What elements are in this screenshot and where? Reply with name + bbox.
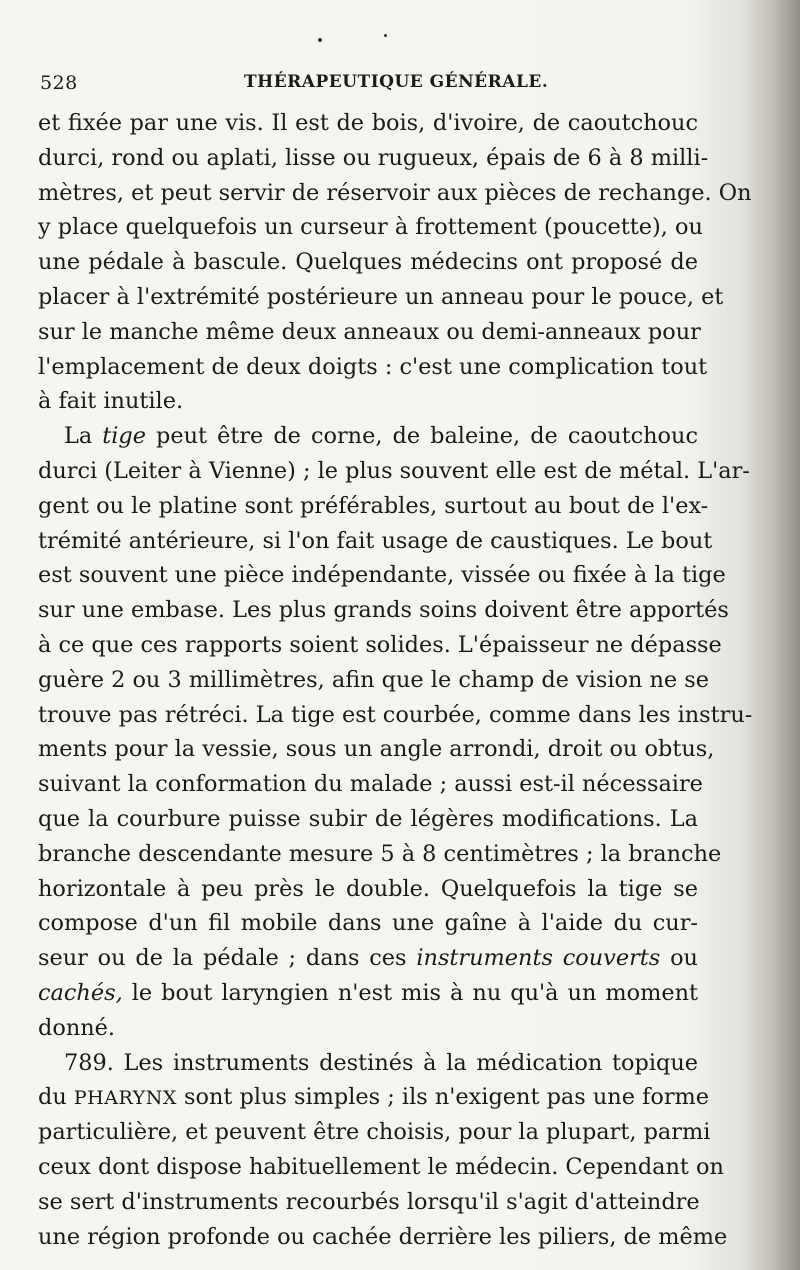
text-line: à fait inutile.: [38, 388, 184, 415]
small-caps-term: PHARYNX: [73, 1087, 177, 1110]
text-line: mètres, et peut servir de réservoir aux pièces de rechange. On: [38, 179, 752, 206]
text-line: durci (Leiter à Vienne) ; le plus souvent elle est de métal. L'ar-: [38, 457, 750, 484]
text-line: horizontale à peu près le double. Quelquefois la tige se: [38, 875, 698, 902]
text-run: La: [64, 423, 103, 450]
italic-term: tige: [102, 423, 147, 450]
text-line: ceux dont dispose habituellement le médecin. Cependant on: [38, 1153, 724, 1180]
text-line: [38, 1080, 710, 1115]
running-head: THÉRAPEUTIQUE GÉNÉRALE.: [244, 72, 549, 92]
text-line: placer à l'extrémité postérieure un anneau pour le pouce, et: [38, 283, 724, 310]
italic-term: instruments couverts: [416, 945, 661, 972]
text-line: trouve pas rétréci. La tige est courbée, comme dans les instru-: [38, 701, 753, 728]
text-line: suivant la conformation du malade ; aussi est-il nécessaire: [38, 771, 703, 798]
text-line: l'emplacement de deux doigts : c'est une complication tout: [38, 353, 708, 380]
text-run: seur ou de la pédale ; dans ces: [38, 945, 417, 972]
text-line: compose d'un fil mobile dans une gaîne à l'aide du cur-: [38, 910, 698, 937]
ink-speck: [318, 38, 322, 42]
text-line: 789. Les instruments destinés à la médication topique: [64, 1049, 698, 1076]
ink-speck: [384, 34, 387, 37]
text-line: guère 2 ou 3 millimètres, afin que le champ de vision ne se: [38, 666, 710, 693]
italic-term: cachés,: [38, 979, 123, 1006]
text-run: peut être de corne, de baleine, de caoutchouc: [146, 423, 699, 450]
text-run: sont plus simples ; ils n'exigent pas une forme: [176, 1084, 710, 1111]
text-run: le bout laryngien n'est mis à nu qu'à un moment: [122, 979, 698, 1006]
body-text: [38, 106, 753, 1254]
text-line: sur le manche même deux anneaux ou demi-anneaux pour: [38, 318, 701, 345]
page-header: [40, 68, 696, 98]
text-line: [38, 941, 698, 976]
text-line: particulière, et peuvent être choisis, pour la plupart, parmi: [38, 1119, 711, 1146]
text-line: durci, rond ou aplati, lisse ou rugueux, épais de 6 à 8 milli-: [38, 144, 709, 171]
text-line: une pédale à bascule. Quelques médecins ont proposé de: [38, 249, 698, 276]
text-run: ou: [660, 945, 698, 972]
text-line: est souvent une pièce indépendante, vissée ou fixée à la tige: [38, 562, 726, 589]
text-line: une région profonde ou cachée derrière les piliers, de même: [38, 1223, 728, 1250]
text-line: donné.: [38, 1014, 116, 1041]
text-line: et fixée par une vis. Il est de bois, d'ivoire, de caoutchouc: [38, 110, 698, 136]
text-line: y place quelquefois un curseur à frottement (poucette), ou: [38, 214, 703, 241]
text-line: trémité antérieure, si l'on fait usage de caustiques. Le bout: [38, 527, 713, 554]
text-line: ments pour la vessie, sous un angle arrondi, droit ou obtus,: [38, 736, 715, 763]
text-line: [38, 976, 698, 1011]
text-line: sur une embase. Les plus grands soins doivent être apportés: [38, 597, 729, 624]
text-line: gent ou le platine sont préférables, surtout au bout de l'ex-: [38, 492, 709, 519]
text-line: que la courbure puisse subir de légères modifications. La: [38, 805, 698, 832]
text-run: du: [38, 1084, 74, 1111]
text-line: à ce que ces rapports soient solides. L'épaisseur ne dépasse: [38, 631, 722, 658]
text-line: se sert d'instruments recourbés lorsqu'il s'agit d'atteindre: [38, 1188, 700, 1215]
text-line: [38, 419, 698, 454]
page-number: 528: [40, 72, 78, 94]
text-line: branche descendante mesure 5 à 8 centimètres ; la branche: [38, 840, 722, 867]
